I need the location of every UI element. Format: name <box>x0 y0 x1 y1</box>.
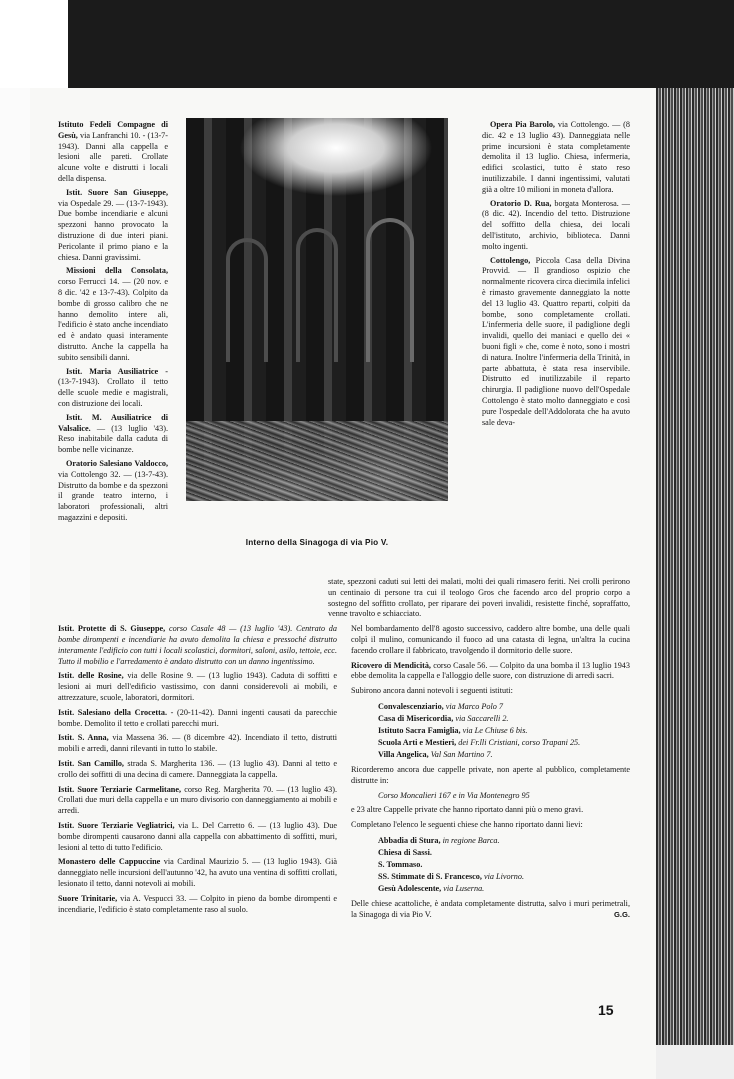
entry: Istit. Salesiano della Crocetta. - (20-11-42). Danni ingenti causati da parecchie bombe. Demolito il tetto e crollati parecchi muri. <box>58 707 337 728</box>
entry: Istit. delle Rosine, via delle Rosine 9. — (13 luglio 1943). Caduta di soffitti e lesioni ai muri dell'edificio vastissimo, con danni considerevoli ai mobili, e attrezzature, scuole, laboratori, dormitori. <box>58 671 338 702</box>
entry: Cottolengo, Piccola Casa della Divina Provvid. — Il grandioso ospizio che normalmente ricovera circa diecimila infelici è rimasto gravemente danneggiato la notte del 13 luglio 43. Quattro reparti, colpiti da bombe, sono completamente crollati. L'infermeria delle suore, il padiglione degli invalidi, quello dei maniaci e quello dei « buoni figli » che, come è noto, sono i mostri di natura. Inoltre l'infermeria della Trinità, in parte abbattuta, è stata resa inservibile. Distrutto ed inutilizzabile il reparto chirurgia. Il padiglione nuovo dell'Ospedale Cottolengo è stato molto danneggiato e così pure l'ospedale dell'Addolorata che ha avuto sale deva- <box>482 255 630 427</box>
photo-caption: Interno della Sinagoga di via Pio V. <box>245 538 389 547</box>
rubble-shape <box>186 421 448 501</box>
arch-shape <box>366 218 414 362</box>
paragraph: Subirono ancora danni notevoli i seguenti istituti: <box>351 686 513 696</box>
scan-dark-top <box>68 0 734 92</box>
list-item: S. Tommaso. <box>378 859 423 869</box>
list-item: Istituto Sacra Famiglia, via Le Chiuse 6 bis. <box>378 725 528 735</box>
entry: Monastero delle Cappuccine via Cardinal Maurizio 5. — (13 luglio 1943). Già danneggiato nelle incursioni dell'autunno '42, ha avuto una ventina di soffitti crollati, lesionato il tetto, danni notevoli ai mobili. <box>58 857 337 888</box>
page-number: 15 <box>598 1002 614 1018</box>
left-column <box>58 120 168 527</box>
synagogue-photo <box>186 118 448 501</box>
bottom-columns <box>58 624 630 922</box>
paragraph: e 23 altre Cappelle private che hanno riportato danni più o meno gravi. <box>351 805 584 815</box>
list-item: SS. Stimmate di S. Francesco, via Livorno. <box>378 871 525 881</box>
arch-shape <box>226 238 268 362</box>
entry: Istit. M. Ausiliatrice di Valsalice. — (13 luglio '43). Reso inabitabile dalla caduta di bombe nelle vicinanze. <box>58 412 168 455</box>
entry: Istit. Suore Terziarie Vegliatrici, via L. Del Carretto 6. — (13 luglio 43). Due bombe dirompenti causarono danni alla cappella con abbattimento di soffitti, muri, lesioni al tetto di tutto l'edificio. <box>58 820 337 852</box>
list-item: Convalescenziario, via Marco Polo 7 <box>378 701 503 711</box>
scan-margin <box>0 88 30 1079</box>
list-item: Abbadia di Stura, in regione Barca. <box>378 835 500 845</box>
entry: Istit. Protette di S. Giuseppe, corso Casale 48 — (13 luglio '43). Centrato da bombe dirompenti e incendiarie ha avuto demolita la chiesa e pressoché distrutto interamente l'edificio con tutti i locali scolastici, dormitori, saloni, asilo, tettoie, ecc. Tutto il mobilio e l'arredamento è andato distrutto con un danno ingentissimo. <box>58 624 337 666</box>
paragraph: Corso Moncalieri 167 e in Via Montenegro 95 <box>378 790 530 800</box>
entry: Opera Pia Barolo, via Cottolengo. — (8 dic. 42 e 13 luglio 43). Danneggiata nelle prime incursioni è stata completamente demolita il 13 luglio. Chiesa, infermeria, edifici scolastici, tutto è stato reso inutilizzabile. I danni ingentissimi, valutati già a oltre 10 milioni in moneta d'allora. <box>482 120 630 194</box>
continuation-text: state, spezzoni caduti sui letti dei malati, molti dei quali rimasero feriti. Nei crolli perirono un centinaio di persone tra cui il teologo Gros che facendo arco del proprio corpo a sostegno del soffitto crollato, per riparare dei poveri invalidi, resistette finché, sopraffatto, venne travolto e schiacciato. <box>328 577 630 619</box>
list-item: Villa Angelica, Val San Martino 7. <box>378 749 493 759</box>
entry: Istit. Maria Ausiliatrice - (13-7-1943). Crollato il tetto delle scuole medie e magistrali, con distruzione dei locali. <box>58 366 168 408</box>
bottom-text-block <box>58 577 630 922</box>
paragraph: Nel bombardamento dell'8 agosto successivo, caddero altre bombe, una delle quali colpì il mulino, comunicando il fuoco ad una catasta di legna, un'altra la cucina facendo crollare il fabbricato, travolgendo il dormitorio delle suore. <box>351 624 630 655</box>
list-item: Casa di Misericordia, via Saccarelli 2. <box>378 713 509 723</box>
entry: Oratorio Salesiano Valdocco, via Cottolengo 32. — (13-7-43). Distrutto da bombe e da spezzoni il grande teatro interno, i laboratori professionali, altri magazzini e depositi. <box>58 458 168 522</box>
institutes-list <box>378 701 630 761</box>
list-item: Scuola Arti e Mestieri, dei Fr.lli Cristiani, corso Trapani 25. <box>378 737 581 747</box>
entry: Istit. Suore San Giuseppe, via Ospedale 29. — (13-7-1943). Due bombe incendiarie e alcuni spezzoni hanno provocato la distruzione di due interi piani. Pericolante il primo piano e la chiesa. Danni gravissimi. <box>58 187 168 262</box>
churches-list <box>378 835 630 895</box>
entry: Missioni della Consolata, corso Ferrucci 14. — (20 nov. e 8 dic. '42 e 13-7-43). Colpito da bombe di grosso calibro che ne hanno demolito intere ali, l'edificio è stato anche incendiato ed è andato quasi interamente distrutto. Anche la cappella ha subito sensibili danni. <box>58 266 168 362</box>
page-stack-edge <box>656 88 734 1079</box>
page-stack-bottom <box>656 1045 734 1079</box>
entry: Suore Trinitarie, via A. Vespucci 33. — Colpito in pieno da bombe dirompenti e incendiarie, l'edificio è stato completamente raso al suolo. <box>58 893 337 914</box>
arch-shape <box>296 228 338 362</box>
entry: Istituto Fedeli Compagne di Gesù, via Lanfranchi 10. - (13-7-1943). Danni alla cappella e lesioni alle pareti. Crollate alcune volte e distrutti i locali della dispensa. <box>58 120 168 183</box>
paragraph: Ricorderemo ancora due cappelle private, non aperte al pubblico, completamente distrutte in: <box>351 764 630 785</box>
entry: Istit. San Camillo, strada S. Margherita 136. — (13 luglio 43). Danni al tetto e crollo dei soffitti di una decina di camere. Danneggiata la cappella. <box>58 758 337 779</box>
paragraph: Delle chiese acattoliche, è andata completamente distrutta, salvo i muri perimetrali, la Sinagoga di via Pio V. G.G. <box>351 898 630 919</box>
signature: G.G. <box>613 909 630 919</box>
entry: Ricovero di Mendicità, corso Casale 56. — Colpito da una bomba il 13 luglio 1943 ebbe demolita la cappella e l'alloggio delle suore, con distruzione di arredi sacri. <box>351 660 630 681</box>
entry: Istit. S. Anna, via Massena 36. — (8 dicembre 42). Incendiato il tetto, distrutti mobili e arredi, danni rilevanti in tutto lo stabile. <box>58 733 337 754</box>
entry: Oratorio D. Rua, borgata Monterosa. — (8 dic. 42). Incendio del tetto. Distruzione del soffitto della chiesa, dei locali dell'istituto, archivio, biblioteca. Danni molto ingenti. <box>482 198 630 251</box>
list-item: Chiesa di Sassi. <box>378 847 432 857</box>
list-item: Gesù Adolescente, via Luserna. <box>378 883 485 893</box>
entry: Istit. Suore Terziarie Carmelitane, corso Reg. Margherita 70. — (13 luglio 43). Crollati due muri della cappella e un muro divisorio con danneggiamento ai mobili e arredi. <box>58 784 337 816</box>
paragraph: Completano l'elenco le seguenti chiese che hanno riportato danni lievi: <box>351 820 583 830</box>
right-column <box>482 120 630 431</box>
